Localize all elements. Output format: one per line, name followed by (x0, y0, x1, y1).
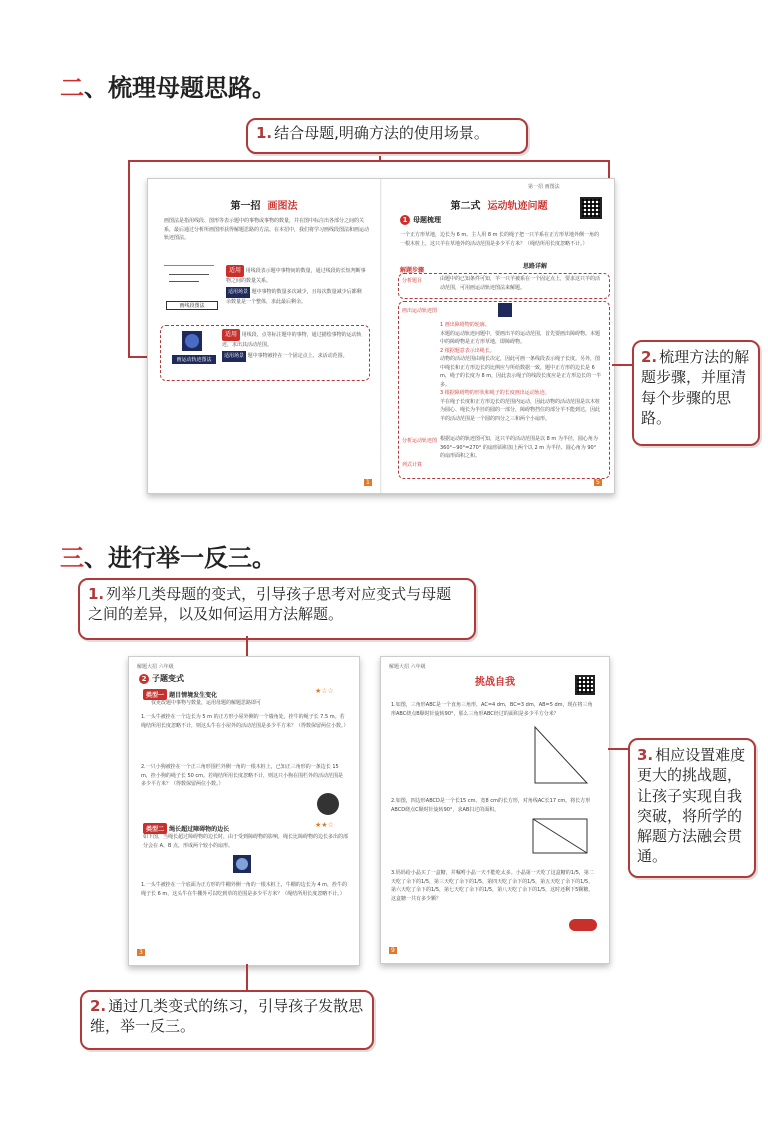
obstacle-diagram (233, 855, 251, 873)
section2-number: 二 (60, 74, 84, 102)
line-diagram (164, 265, 214, 306)
step2-title: 2 根据题意表示出绳长。 (440, 347, 495, 354)
callout5-connector (246, 964, 248, 992)
challenge-q1: 1.如图，三角形ABC是一个直角三角形，AC=4 dm，BC=3 dm，AB=5 dm，现在将三角形ABC绕点B顺时针旋转90°，那么三角形ABC经过的面积是多少平方分米？ (391, 702, 593, 717)
mother-label (400, 215, 441, 225)
card1-label: 画线段图法 (166, 301, 218, 310)
spread-gutter (380, 179, 382, 493)
callout2-number: 2. (641, 348, 658, 366)
callout1-connector (128, 160, 610, 162)
step1-title: 1 画出障碍物的轮廓。 (440, 322, 490, 328)
card-line-method (164, 265, 369, 315)
var1-q1: 1.一头牛被拴在一个边长为 5 m 的正方形小屋外侧的一个墙角处，拴牛的绳子长 7.5 m。若绳结所用长度忽略不计，则这头牛在小屋外的活动范围是多少平方米？（得数保留两位小数。） (141, 714, 349, 729)
trajectory-diagram (182, 331, 202, 351)
challenge-q2: 2.如图，四边形ABCD是一个长15 cm、宽8 cm的长方形，对角线AC长17 cm。将长方形ABCD绕点C顺时针旋转90°，求AB扫过的面积。 (391, 798, 591, 813)
variation-section (139, 673, 184, 684)
var2-tag: 类型二 (143, 823, 167, 834)
callout-5 (80, 990, 374, 1050)
candy-icon (569, 919, 597, 931)
callout-2 (632, 340, 760, 446)
card2-scene (222, 351, 364, 362)
card-trajectory-method (172, 329, 368, 377)
calc-text: 根据运动的轨迹图可知，这只羊的活动范围是以 8 m 为半径，圆心角为 360°−90°=270° 的扇形面积加上两个以 2 m 为半径、圆心角为 90° 的扇形面积之和。 (440, 436, 598, 459)
callout1-text: 结合母题,明确方法的使用场景。 (274, 124, 489, 142)
challenge-q3: 3.妈妈给小晶买了一盒糖，并嘱咐小晶一天不能吃太多。小晶第一天吃了这盒糖的1/5，第二天吃了余下的1/5，第三天吃了余下的1/5，第四天吃了余下的1/5，第五天吃了余下的1/5，第六天吃了余下的1/5，第七天吃了余下的1/5，第八天吃了余下的1/5，这时还剩下5颗糖。这盒糖一共有多少颗？ (391, 870, 594, 902)
steps-body (440, 321, 602, 423)
section2-heading (60, 68, 276, 103)
variation-page (128, 656, 360, 966)
var2-title: 绳长超过障碍物的边长 (169, 826, 230, 833)
right-page-title (384, 197, 614, 212)
callout3-text: 列举几类母题的变式，引导孩子思考对应变式与母题之间的差异，以及如何运用方法解题。 (88, 585, 452, 624)
book-spread (147, 178, 615, 494)
triangle-diagram (531, 723, 591, 787)
card2-text2: 题中事物被拴在一个固定点上，求活动范围。 (247, 353, 348, 359)
card2-label: 画运动轨迹图法 (172, 355, 216, 364)
card2-tag1: 适用 (222, 329, 240, 341)
callout5-number: 2. (90, 997, 107, 1015)
section3-title: 、进行举一反三。 (84, 544, 276, 572)
step-intro: 由题中的已知条件可知，羊一只羊被系在一个固定点上，要求这只羊的活动范围，可用画运动轨迹图法来解题。 (440, 276, 601, 291)
var1-q2: 2.一只小狗被拴在一个正三角形围栏外侧一角的一根木桩上，已知正三角形的一条边长 15 m，拴小狗的绳子长 50 cm。若绳结所用长度忽略不计，则这只小狗在围栏外的活动范围是多少平方米？（得数保留两位小数。） (141, 764, 344, 787)
challenge-page-header: 解题大招 六年级 (389, 664, 426, 670)
left-page-title (148, 197, 380, 212)
qr-code-icon[interactable] (575, 675, 595, 695)
difficulty-stars-icon: ★★☆ (315, 821, 334, 829)
callout5-text: 通过几类变式的练习，引导孩子发散思维，举一反三。 (90, 997, 364, 1036)
callout-3 (78, 578, 476, 640)
callout3-connector (246, 636, 248, 658)
callout3-number: 1. (88, 585, 105, 603)
section2-title: 、梳理母题思路。 (84, 74, 276, 102)
left-intro: 画图法是指用线段、图形等表示题中的事物或事物的数量，并在图中标注出各部分之间的关系，最后通过分析所画图形获得解题思路的方法。在本招中，我们将学习画线段图法和画运动轨迹图法。 (164, 218, 370, 241)
callout2-connector (612, 364, 632, 366)
challenge-page (380, 656, 610, 964)
callout4-text: 相应设置难度更大的挑战题，让孩子实现自我突破，将所学的解题方法融会贯通。 (637, 746, 746, 866)
section3-number: 三 (60, 544, 84, 572)
square-icon (498, 303, 512, 317)
callout-4 (628, 738, 756, 878)
section3-heading (60, 538, 276, 573)
card1-scene (226, 287, 366, 306)
right-title-accent: 运动轨迹问题 (487, 201, 548, 212)
callout4-number: 3. (637, 746, 654, 764)
step-dot-icon: 1 (400, 215, 410, 225)
card1-desc (226, 265, 366, 286)
left-title-accent: 画图法 (267, 201, 298, 212)
card1-text1: 用线段表示题中事物间的数量，通过线段的长短判断事物之间的数量关系。 (226, 268, 366, 285)
card2-tag2: 适用场景 (222, 351, 246, 362)
callout-1 (246, 118, 528, 154)
callout1-connector-left (128, 160, 130, 358)
step1-text: 本题的运动轨迹问题中，要画出羊的运动范围，首先要画出障碍物。本题中的障碍物是正方形草地，即障碍物。 (440, 330, 601, 345)
challenge-page-number: 9 (391, 947, 395, 954)
var2-note: 如下图，当绳长超过障碍物的边长时，由于受到障碍物的影响，绳长比障碍物的边长多出的部分会在 A、B 点，形成两个较小的扇形。 (143, 834, 349, 849)
left-title-main: 第一招 (230, 201, 261, 212)
var1-note: 仅更改题中事物与数量，运用母题的解题思路即可 (151, 700, 262, 706)
callout2-text: 梳理方法的解题步骤，并厘清每个步骤的思路。 (641, 348, 750, 427)
difficulty-stars-icon: ★☆☆ (315, 687, 334, 695)
var1-tag: 类型一 (143, 689, 167, 700)
variation-page-number: 3 (139, 949, 143, 956)
side-label-draw: 画出运动轨迹图 (402, 308, 438, 314)
variation-section-title: 子题变式 (152, 674, 184, 683)
student-avatar-icon (317, 793, 339, 815)
var2-q1: 1.一头牛被拴在一个底面为正方形的牛棚外侧一角的一根木桩上，牛棚的边长为 4 m，拴牛的绳子长 6 m，这头牛在牛棚外可以吃到草的范围是多少平方米？（绳结所用长度忽略不计。） (141, 882, 348, 897)
step3-title: 3 根据障碍物的形状和绳子的长度画出运动轨迹。 (440, 390, 550, 396)
right-title-main: 第二式 (450, 201, 481, 212)
variation-page-header: 解题大招 六年级 (137, 664, 174, 670)
card1-tag2: 适用场景 (226, 287, 250, 298)
var1-title: 题目情境发生变化 (169, 692, 218, 699)
left-page-number: 1 (366, 479, 370, 486)
right-page-number: 5 (596, 479, 600, 486)
side-label-analyze: 分析题目 (402, 278, 423, 284)
card2-desc (222, 329, 364, 350)
callout1-number: 1. (256, 124, 273, 142)
steps-label: 思路详解 (523, 263, 548, 270)
card1-tag1: 适用 (226, 265, 244, 277)
step3-text: 羊在绳子长度和正方形边长的范围内运动，因此动物的活动范围是以木桩为圆心、绳长为半径的圆的一部分，障碍物挡住的部分羊不能到达，因此羊的活动范围是一个圆的四分之三和两个小扇形。 (440, 398, 601, 422)
side-label-analyze2: 分析运动轨迹图 (402, 438, 438, 444)
mother-problem: 一个正方形草地，边长为 6 m。主人用 8 m 长的绳子把一只羊系在正方形草地外侧一角的一根木桩上，这只羊在草地外的活动范围是多少平方米？（绳结所用长度忽略不计。） (400, 232, 600, 247)
step2-text: 动物的活动范围由绳长决定，因此可画一条线段表示绳子长度。另外，图中绳长和正方形边长的比例应与所给数据一致，题中正方形的边长是 6 m，绳子的长度为 8 m，因此表示绳子的线段长度应是正方形边长的一半多。 (440, 356, 602, 388)
side-label-steps: 解题步骤 (400, 267, 425, 274)
card2-text1: 用线段、点等标注题中的事物，通过描绘事物的运动轨迹，求出其活动范围。 (222, 332, 362, 349)
callout4-connector (608, 748, 630, 750)
rectangle-diagram (531, 817, 589, 855)
step-dot-icon: 2 (139, 674, 149, 684)
card1-text2: 题中事物的数量多次减少，且每次数量减少后都剩余数量是一个整体，求此最后剩余。 (226, 289, 362, 305)
right-page-header: 第一招 画图法 (528, 184, 560, 190)
challenge-title: 挑战自我 (475, 677, 515, 688)
side-label-calc: 列式计算 (402, 462, 423, 468)
mother-label-text: 母题梳理 (413, 216, 441, 224)
